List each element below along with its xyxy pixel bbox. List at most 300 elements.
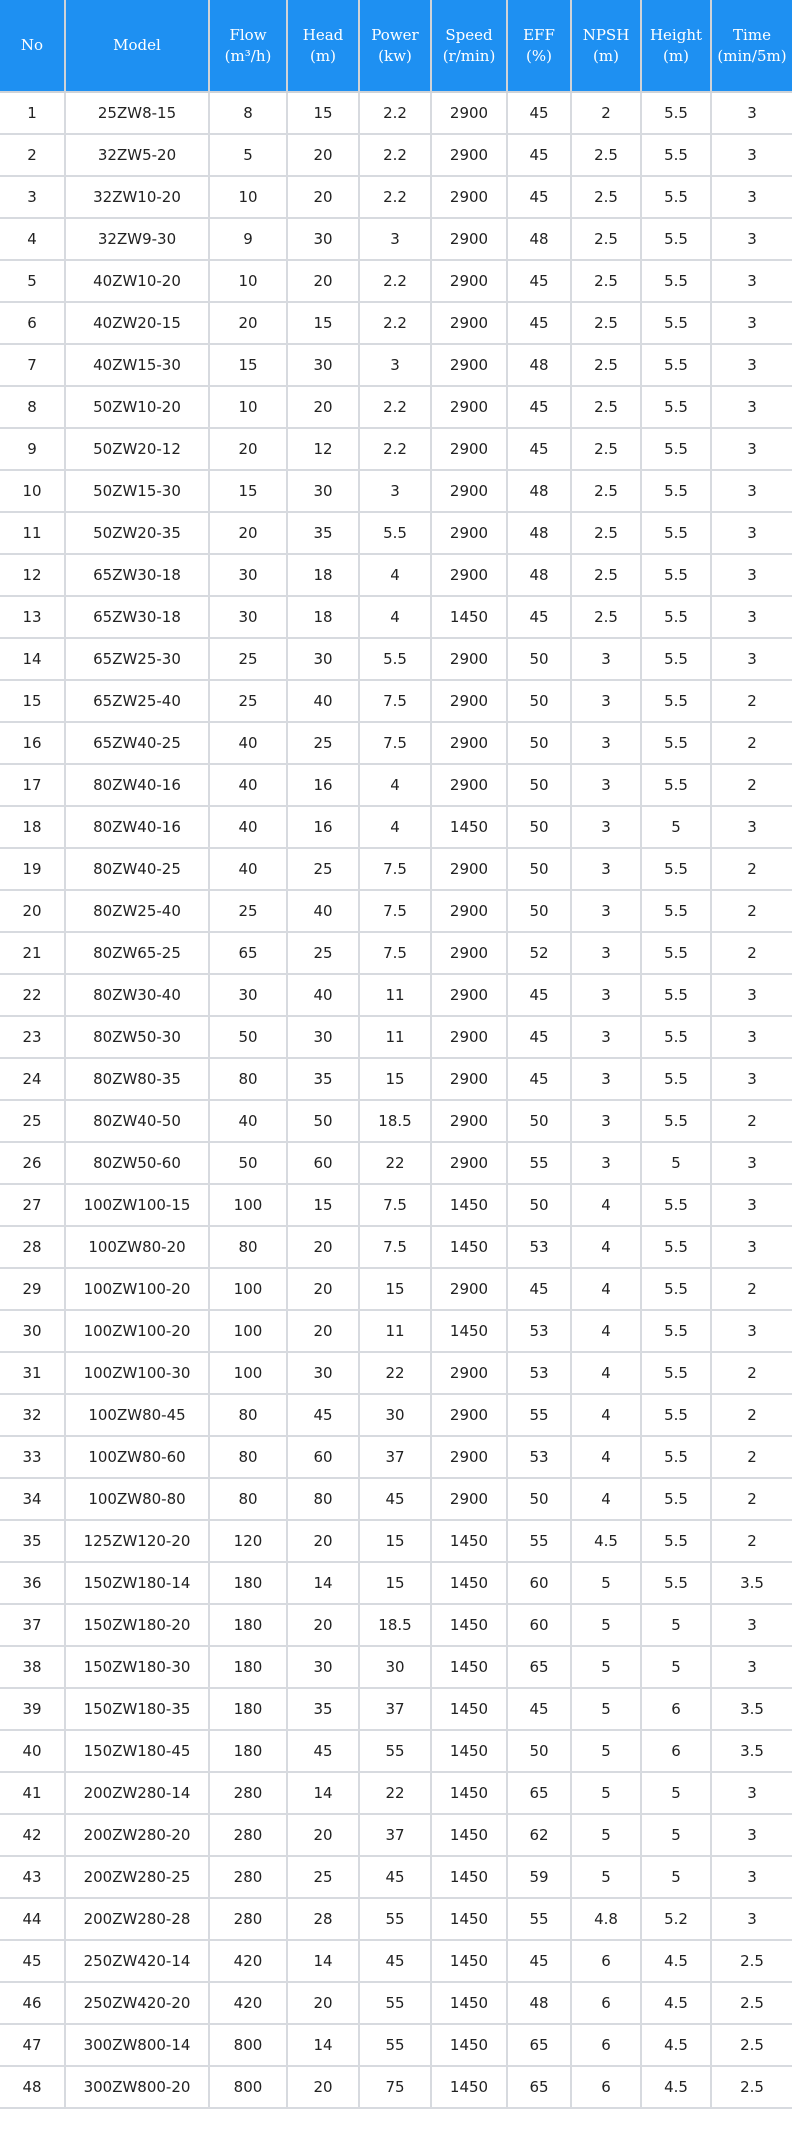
cell-height: 4.5 (642, 2025, 712, 2067)
table-row (0, 1227, 792, 1269)
cell-power: 4 (360, 597, 432, 639)
cell-eff: 53 (508, 1227, 572, 1269)
cell-height: 5 (642, 1605, 712, 1647)
cell-npsh: 5 (572, 1563, 642, 1605)
table-row (0, 2067, 792, 2109)
cell-npsh: 5 (572, 1857, 642, 1899)
table-row (0, 1185, 792, 1227)
table-row (0, 177, 792, 219)
cell-head: 40 (288, 891, 360, 933)
cell-height: 5.5 (642, 1185, 712, 1227)
cell-model: 100ZW100-20 (66, 1269, 210, 1311)
cell-eff: 45 (508, 1269, 572, 1311)
cell-power: 55 (360, 1731, 432, 1773)
cell-power: 37 (360, 1815, 432, 1857)
cell-head: 28 (288, 1899, 360, 1941)
cell-npsh: 2.5 (572, 387, 642, 429)
cell-speed: 1450 (432, 2025, 508, 2067)
cell-eff: 48 (508, 345, 572, 387)
cell-model: 200ZW280-20 (66, 1815, 210, 1857)
cell-speed: 1450 (432, 1857, 508, 1899)
cell-height: 6 (642, 1731, 712, 1773)
table-row (0, 1899, 792, 1941)
cell-power: 3 (360, 471, 432, 513)
column-header-unit: (m) (593, 46, 619, 65)
cell-eff: 65 (508, 1647, 572, 1689)
cell-height: 5.5 (642, 1059, 712, 1101)
cell-flow: 800 (210, 2067, 288, 2109)
cell-power: 2.2 (360, 261, 432, 303)
column-header-eff (508, 0, 572, 93)
cell-model: 32ZW10-20 (66, 177, 210, 219)
cell-npsh: 2.5 (572, 261, 642, 303)
cell-time: 3 (712, 1059, 792, 1101)
cell-eff: 53 (508, 1311, 572, 1353)
cell-eff: 50 (508, 765, 572, 807)
cell-speed: 1450 (432, 1227, 508, 1269)
cell-height: 4.5 (642, 1941, 712, 1983)
table-row (0, 135, 792, 177)
cell-eff: 50 (508, 1479, 572, 1521)
table-row (0, 555, 792, 597)
cell-no: 35 (0, 1521, 66, 1563)
cell-head: 25 (288, 849, 360, 891)
cell-power: 2.2 (360, 303, 432, 345)
cell-model: 100ZW100-15 (66, 1185, 210, 1227)
cell-height: 6 (642, 1689, 712, 1731)
cell-npsh: 3 (572, 933, 642, 975)
table-row (0, 93, 792, 135)
column-header-label: No (20, 36, 44, 54)
cell-time: 3 (712, 975, 792, 1017)
cell-flow: 25 (210, 891, 288, 933)
cell-head: 30 (288, 345, 360, 387)
cell-no: 24 (0, 1059, 66, 1101)
cell-time: 2.5 (712, 2025, 792, 2067)
cell-speed: 1450 (432, 1941, 508, 1983)
cell-time: 2 (712, 1101, 792, 1143)
cell-time: 2 (712, 891, 792, 933)
cell-height: 5.5 (642, 723, 712, 765)
cell-time: 3 (712, 555, 792, 597)
cell-time: 3 (712, 1185, 792, 1227)
cell-model: 80ZW40-16 (66, 807, 210, 849)
column-header-unit: (r/min) (442, 46, 496, 65)
cell-npsh: 2 (572, 93, 642, 135)
cell-height: 5 (642, 1815, 712, 1857)
cell-speed: 2900 (432, 513, 508, 555)
cell-speed: 2900 (432, 345, 508, 387)
cell-height: 5.5 (642, 1353, 712, 1395)
cell-npsh: 4 (572, 1311, 642, 1353)
cell-flow: 120 (210, 1521, 288, 1563)
cell-flow: 8 (210, 93, 288, 135)
cell-speed: 2900 (432, 93, 508, 135)
column-header-label: EFF (523, 25, 555, 44)
cell-speed: 1450 (432, 1605, 508, 1647)
cell-head: 30 (288, 219, 360, 261)
cell-power: 30 (360, 1647, 432, 1689)
column-header-label: Power (371, 25, 419, 44)
column-header-unit: (min/5m) (717, 46, 787, 65)
cell-head: 16 (288, 807, 360, 849)
cell-speed: 2900 (432, 1437, 508, 1479)
cell-height: 5.5 (642, 1395, 712, 1437)
cell-height: 5.5 (642, 1521, 712, 1563)
cell-no: 32 (0, 1395, 66, 1437)
table-row (0, 429, 792, 471)
cell-time: 2.5 (712, 1983, 792, 2025)
table-header (0, 0, 792, 93)
cell-speed: 1450 (432, 1731, 508, 1773)
column-header-unit: (%) (526, 46, 552, 65)
cell-flow: 20 (210, 303, 288, 345)
cell-power: 75 (360, 2067, 432, 2109)
cell-power: 45 (360, 1941, 432, 1983)
cell-flow: 280 (210, 1857, 288, 1899)
cell-head: 18 (288, 597, 360, 639)
cell-speed: 2900 (432, 891, 508, 933)
cell-speed: 1450 (432, 1563, 508, 1605)
cell-npsh: 2.5 (572, 177, 642, 219)
cell-time: 2 (712, 1353, 792, 1395)
cell-flow: 800 (210, 2025, 288, 2067)
cell-eff: 45 (508, 387, 572, 429)
cell-head: 30 (288, 1647, 360, 1689)
cell-npsh: 6 (572, 1941, 642, 1983)
cell-time: 3.5 (712, 1563, 792, 1605)
cell-time: 2.5 (712, 2067, 792, 2109)
cell-flow: 80 (210, 1227, 288, 1269)
cell-no: 19 (0, 849, 66, 891)
cell-model: 150ZW180-45 (66, 1731, 210, 1773)
cell-speed: 2900 (432, 1479, 508, 1521)
cell-no: 4 (0, 219, 66, 261)
cell-model: 80ZW80-35 (66, 1059, 210, 1101)
cell-npsh: 4 (572, 1353, 642, 1395)
cell-no: 34 (0, 1479, 66, 1521)
cell-head: 20 (288, 2067, 360, 2109)
cell-npsh: 3 (572, 723, 642, 765)
cell-height: 5.5 (642, 681, 712, 723)
cell-model: 65ZW30-18 (66, 555, 210, 597)
cell-height: 5.5 (642, 219, 712, 261)
table-row (0, 1017, 792, 1059)
cell-time: 3 (712, 219, 792, 261)
cell-model: 125ZW120-20 (66, 1521, 210, 1563)
cell-speed: 2900 (432, 1059, 508, 1101)
cell-no: 7 (0, 345, 66, 387)
cell-eff: 50 (508, 723, 572, 765)
cell-power: 5.5 (360, 513, 432, 555)
cell-head: 30 (288, 1017, 360, 1059)
cell-npsh: 3 (572, 849, 642, 891)
cell-eff: 50 (508, 1185, 572, 1227)
cell-flow: 30 (210, 555, 288, 597)
cell-npsh: 2.5 (572, 219, 642, 261)
cell-speed: 1450 (432, 1899, 508, 1941)
cell-head: 14 (288, 2025, 360, 2067)
cell-speed: 1450 (432, 1311, 508, 1353)
cell-speed: 2900 (432, 1143, 508, 1185)
cell-npsh: 3 (572, 807, 642, 849)
cell-speed: 2900 (432, 1353, 508, 1395)
cell-height: 5.5 (642, 303, 712, 345)
cell-npsh: 3 (572, 639, 642, 681)
cell-eff: 45 (508, 975, 572, 1017)
cell-no: 38 (0, 1647, 66, 1689)
cell-time: 3 (712, 1311, 792, 1353)
cell-eff: 48 (508, 513, 572, 555)
table-row (0, 261, 792, 303)
cell-model: 100ZW80-80 (66, 1479, 210, 1521)
table-row (0, 1521, 792, 1563)
table-row (0, 1857, 792, 1899)
cell-head: 60 (288, 1143, 360, 1185)
cell-npsh: 6 (572, 1983, 642, 2025)
cell-flow: 40 (210, 765, 288, 807)
table-body (0, 93, 792, 2109)
cell-model: 250ZW420-20 (66, 1983, 210, 2025)
cell-flow: 280 (210, 1773, 288, 1815)
table-row (0, 849, 792, 891)
cell-speed: 2900 (432, 1395, 508, 1437)
table-row (0, 219, 792, 261)
cell-speed: 2900 (432, 1101, 508, 1143)
cell-time: 3 (712, 807, 792, 849)
cell-eff: 45 (508, 597, 572, 639)
cell-speed: 2900 (432, 1017, 508, 1059)
cell-flow: 180 (210, 1605, 288, 1647)
column-header-height (642, 0, 712, 93)
column-header-speed (432, 0, 508, 93)
cell-eff: 55 (508, 1899, 572, 1941)
cell-power: 15 (360, 1521, 432, 1563)
cell-time: 3 (712, 93, 792, 135)
cell-no: 22 (0, 975, 66, 1017)
cell-eff: 45 (508, 93, 572, 135)
cell-head: 25 (288, 723, 360, 765)
cell-head: 30 (288, 639, 360, 681)
table-row (0, 1437, 792, 1479)
cell-height: 5.5 (642, 765, 712, 807)
cell-npsh: 4 (572, 1479, 642, 1521)
table-row (0, 1353, 792, 1395)
cell-model: 80ZW30-40 (66, 975, 210, 1017)
cell-speed: 2900 (432, 555, 508, 597)
cell-no: 37 (0, 1605, 66, 1647)
table-row (0, 1983, 792, 2025)
cell-time: 3 (712, 1815, 792, 1857)
cell-speed: 1450 (432, 2067, 508, 2109)
cell-height: 5.5 (642, 1563, 712, 1605)
cell-no: 28 (0, 1227, 66, 1269)
cell-time: 3 (712, 597, 792, 639)
cell-head: 20 (288, 387, 360, 429)
column-header-label: NPSH (582, 25, 630, 44)
cell-no: 8 (0, 387, 66, 429)
column-header-label: Speed (445, 25, 493, 44)
cell-flow: 15 (210, 471, 288, 513)
cell-time: 3 (712, 177, 792, 219)
cell-speed: 1450 (432, 1647, 508, 1689)
cell-head: 20 (288, 1269, 360, 1311)
cell-head: 20 (288, 1605, 360, 1647)
table-row (0, 1269, 792, 1311)
cell-npsh: 3 (572, 1143, 642, 1185)
cell-no: 30 (0, 1311, 66, 1353)
table-row (0, 1059, 792, 1101)
cell-no: 13 (0, 597, 66, 639)
cell-no: 23 (0, 1017, 66, 1059)
cell-power: 18.5 (360, 1605, 432, 1647)
cell-model: 25ZW8-15 (66, 93, 210, 135)
cell-model: 200ZW280-14 (66, 1773, 210, 1815)
cell-height: 5.5 (642, 345, 712, 387)
cell-head: 35 (288, 513, 360, 555)
cell-model: 100ZW80-20 (66, 1227, 210, 1269)
cell-eff: 48 (508, 471, 572, 513)
table-row (0, 1143, 792, 1185)
cell-eff: 53 (508, 1353, 572, 1395)
cell-head: 14 (288, 1563, 360, 1605)
cell-speed: 2900 (432, 1269, 508, 1311)
cell-power: 3 (360, 219, 432, 261)
cell-head: 20 (288, 1311, 360, 1353)
column-header-label: Model (113, 36, 161, 54)
cell-time: 2 (712, 681, 792, 723)
cell-power: 7.5 (360, 681, 432, 723)
cell-eff: 60 (508, 1605, 572, 1647)
table-row (0, 1689, 792, 1731)
column-header-no (0, 0, 66, 93)
cell-speed: 2900 (432, 639, 508, 681)
cell-head: 12 (288, 429, 360, 471)
cell-power: 5.5 (360, 639, 432, 681)
cell-model: 32ZW5-20 (66, 135, 210, 177)
cell-head: 20 (288, 1815, 360, 1857)
cell-speed: 1450 (432, 1983, 508, 2025)
cell-head: 15 (288, 303, 360, 345)
cell-time: 2 (712, 1395, 792, 1437)
cell-height: 5.5 (642, 1269, 712, 1311)
table-row (0, 1773, 792, 1815)
cell-head: 14 (288, 1773, 360, 1815)
table-row (0, 975, 792, 1017)
table-row (0, 1647, 792, 1689)
table-row (0, 1941, 792, 1983)
cell-npsh: 2.5 (572, 345, 642, 387)
cell-no: 3 (0, 177, 66, 219)
cell-power: 7.5 (360, 1227, 432, 1269)
cell-model: 200ZW280-28 (66, 1899, 210, 1941)
cell-flow: 420 (210, 1941, 288, 1983)
cell-no: 31 (0, 1353, 66, 1395)
table-row (0, 471, 792, 513)
cell-npsh: 3 (572, 891, 642, 933)
cell-time: 2 (712, 765, 792, 807)
cell-speed: 2900 (432, 261, 508, 303)
cell-model: 32ZW9-30 (66, 219, 210, 261)
cell-head: 18 (288, 555, 360, 597)
cell-no: 39 (0, 1689, 66, 1731)
cell-speed: 2900 (432, 471, 508, 513)
cell-no: 9 (0, 429, 66, 471)
cell-npsh: 2.5 (572, 135, 642, 177)
column-header-time (712, 0, 792, 93)
cell-npsh: 4.5 (572, 1521, 642, 1563)
cell-power: 4 (360, 765, 432, 807)
cell-flow: 30 (210, 975, 288, 1017)
cell-time: 3 (712, 303, 792, 345)
cell-no: 46 (0, 1983, 66, 2025)
cell-time: 3.5 (712, 1731, 792, 1773)
cell-eff: 65 (508, 2025, 572, 2067)
cell-eff: 45 (508, 303, 572, 345)
cell-head: 40 (288, 681, 360, 723)
column-header-label: Head (302, 25, 344, 44)
table-row (0, 2025, 792, 2067)
cell-npsh: 2.5 (572, 597, 642, 639)
cell-height: 5.5 (642, 1311, 712, 1353)
cell-height: 5.5 (642, 639, 712, 681)
table-row (0, 345, 792, 387)
column-header-unit: (kw) (378, 46, 412, 65)
cell-npsh: 3 (572, 975, 642, 1017)
cell-speed: 2900 (432, 723, 508, 765)
cell-flow: 9 (210, 219, 288, 261)
cell-head: 20 (288, 1983, 360, 2025)
cell-npsh: 5 (572, 1689, 642, 1731)
table-row (0, 1731, 792, 1773)
cell-power: 2.2 (360, 93, 432, 135)
cell-time: 3 (712, 1143, 792, 1185)
cell-head: 15 (288, 1185, 360, 1227)
cell-npsh: 5 (572, 1605, 642, 1647)
cell-flow: 50 (210, 1017, 288, 1059)
cell-time: 3 (712, 639, 792, 681)
cell-eff: 59 (508, 1857, 572, 1899)
cell-speed: 2900 (432, 177, 508, 219)
cell-power: 55 (360, 1899, 432, 1941)
cell-flow: 180 (210, 1563, 288, 1605)
cell-speed: 2900 (432, 429, 508, 471)
table-row (0, 933, 792, 975)
cell-time: 3.5 (712, 1689, 792, 1731)
column-header-flow (210, 0, 288, 93)
cell-flow: 10 (210, 387, 288, 429)
cell-npsh: 4.8 (572, 1899, 642, 1941)
cell-height: 5.5 (642, 177, 712, 219)
cell-eff: 45 (508, 261, 572, 303)
cell-no: 36 (0, 1563, 66, 1605)
cell-time: 3 (712, 387, 792, 429)
cell-no: 25 (0, 1101, 66, 1143)
cell-flow: 280 (210, 1815, 288, 1857)
cell-no: 16 (0, 723, 66, 765)
table-row (0, 723, 792, 765)
cell-model: 50ZW10-20 (66, 387, 210, 429)
cell-height: 5.5 (642, 1227, 712, 1269)
cell-head: 45 (288, 1731, 360, 1773)
table-row (0, 1395, 792, 1437)
cell-time: 3 (712, 513, 792, 555)
cell-no: 17 (0, 765, 66, 807)
cell-speed: 1450 (432, 807, 508, 849)
cell-height: 5.5 (642, 261, 712, 303)
cell-eff: 45 (508, 1059, 572, 1101)
cell-head: 35 (288, 1059, 360, 1101)
